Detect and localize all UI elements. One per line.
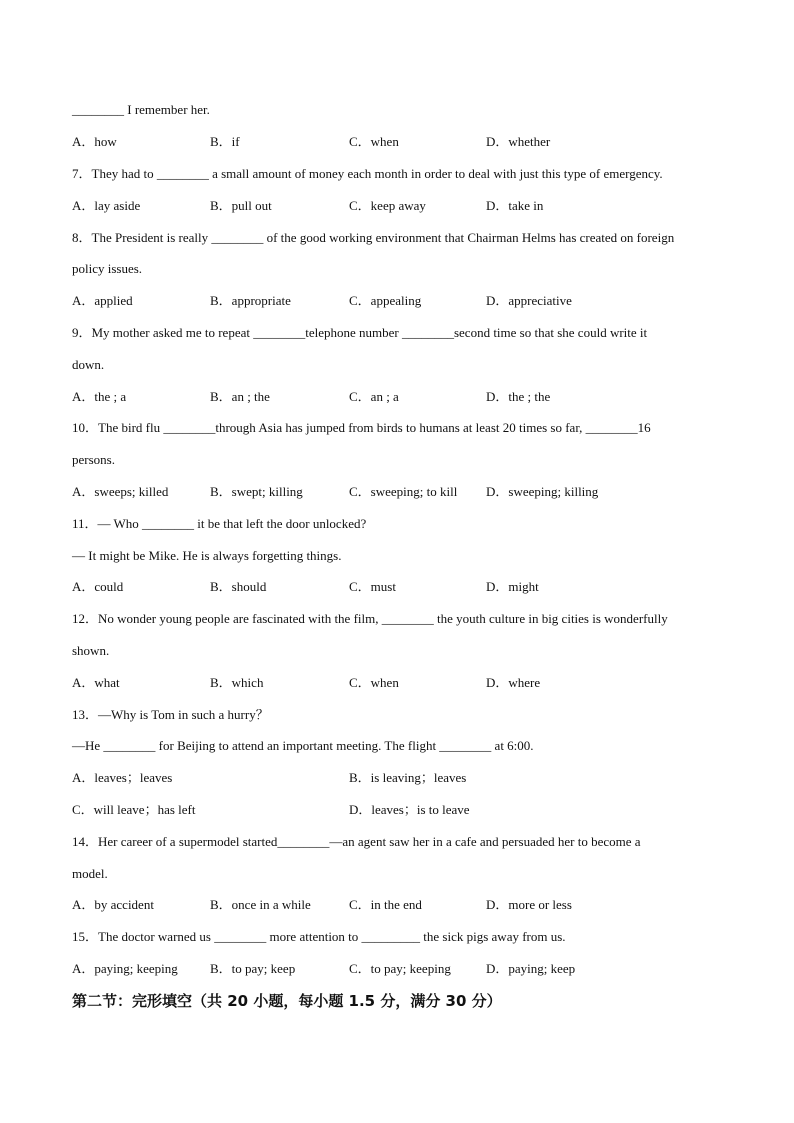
option-b: B．to pay; keep bbox=[210, 961, 296, 976]
option-b: B．appropriate bbox=[210, 293, 291, 308]
option-a: A．by accident bbox=[72, 897, 154, 912]
question-10-stem: 10．The bird flu ________through Asia has jumped from birds to humans at least 20 times so far, ________16 bbox=[72, 420, 651, 435]
option-c: C．when bbox=[349, 675, 399, 690]
option-c: C．sweeping; to kill bbox=[349, 484, 458, 499]
option-c: C．appealing bbox=[349, 293, 422, 308]
option-c: C．must bbox=[349, 579, 396, 594]
question-12-stem: 12．No wonder young people are fascinated with the film, ________ the youth culture in big cities is wonderfully bbox=[72, 611, 668, 626]
option-a: A．lay aside bbox=[72, 198, 141, 213]
question-11-stem: 11．— Who ________ it be that left the door unlocked? bbox=[72, 516, 367, 531]
option-b: B．an ; the bbox=[210, 389, 270, 404]
option-b: B．if bbox=[210, 134, 240, 149]
option-b: B．is leaving；leaves bbox=[349, 770, 467, 785]
option-c: C．an ; a bbox=[349, 389, 399, 404]
option-d: D．where bbox=[486, 675, 541, 690]
option-a: A．the ; a bbox=[72, 389, 127, 404]
option-d: D．might bbox=[486, 579, 539, 594]
option-a: A．applied bbox=[72, 293, 133, 308]
question-9-stem-cont: down. bbox=[72, 357, 105, 372]
question-9-stem: 9．My mother asked me to repeat ________telephone number ________second time so that she could write it bbox=[72, 325, 648, 340]
question-7-stem: 7．They had to ________ a small amount of money each month in order to deal with just this type of emergency. bbox=[72, 166, 663, 181]
question-10-stem-cont: persons. bbox=[72, 452, 115, 467]
option-a: A．what bbox=[72, 675, 120, 690]
section-title: 第二节：完形填空（共 20 小题，每小题 1.5 分，满分 30 分） bbox=[72, 992, 502, 1010]
option-c: C．in the end bbox=[349, 897, 422, 912]
option-d: D．whether bbox=[486, 134, 551, 149]
option-c: C．when bbox=[349, 134, 399, 149]
question-14-stem: 14．Her career of a supermodel started________—an agent saw her in a cafe and persuaded her to become a bbox=[72, 834, 641, 849]
question-8-stem: 8．The President is really ________ of the good working environment that Chairman Helms has created on foreign bbox=[72, 230, 675, 245]
option-c: C．will leave；has left bbox=[72, 802, 196, 817]
option-d: D．appreciative bbox=[486, 293, 572, 308]
option-b: B．pull out bbox=[210, 198, 272, 213]
option-a: A．how bbox=[72, 134, 117, 149]
option-a: A．could bbox=[72, 579, 124, 594]
option-d: D．the ; the bbox=[486, 389, 551, 404]
option-d: D．more or less bbox=[486, 897, 572, 912]
question-8-stem-cont: policy issues. bbox=[72, 261, 143, 276]
question-13-reply: —He ________ for Beijing to attend an important meeting. The flight ________ at 6:00. bbox=[72, 738, 534, 753]
option-b: B．once in a while bbox=[210, 897, 311, 912]
option-d: D．paying; keep bbox=[486, 961, 576, 976]
option-d: D．leaves；is to leave bbox=[349, 802, 470, 817]
option-c: C．to pay; keeping bbox=[349, 961, 451, 976]
question-14-stem-cont: model. bbox=[72, 866, 108, 881]
option-b: B．which bbox=[210, 675, 264, 690]
option-b: B．swept; killing bbox=[210, 484, 303, 499]
question-15-stem: 15．The doctor warned us ________ more attention to _________ the sick pigs away from us. bbox=[72, 929, 566, 944]
question-11-reply: — It might be Mike. He is always forgetting things. bbox=[72, 548, 342, 563]
option-a: A．leaves；leaves bbox=[72, 770, 173, 785]
option-a: A．paying; keeping bbox=[72, 961, 178, 976]
question-6-stem-tail: ________ I remember her. bbox=[72, 102, 210, 117]
option-c: C．keep away bbox=[349, 198, 426, 213]
question-12-stem-cont: shown. bbox=[72, 643, 110, 658]
question-13-stem: 13．—Why is Tom in such a hurry？ bbox=[72, 707, 269, 722]
option-a: A．sweeps; killed bbox=[72, 484, 169, 499]
option-d: D．take in bbox=[486, 198, 544, 213]
option-d: D．sweeping; killing bbox=[486, 484, 599, 499]
option-b: B．should bbox=[210, 579, 267, 594]
